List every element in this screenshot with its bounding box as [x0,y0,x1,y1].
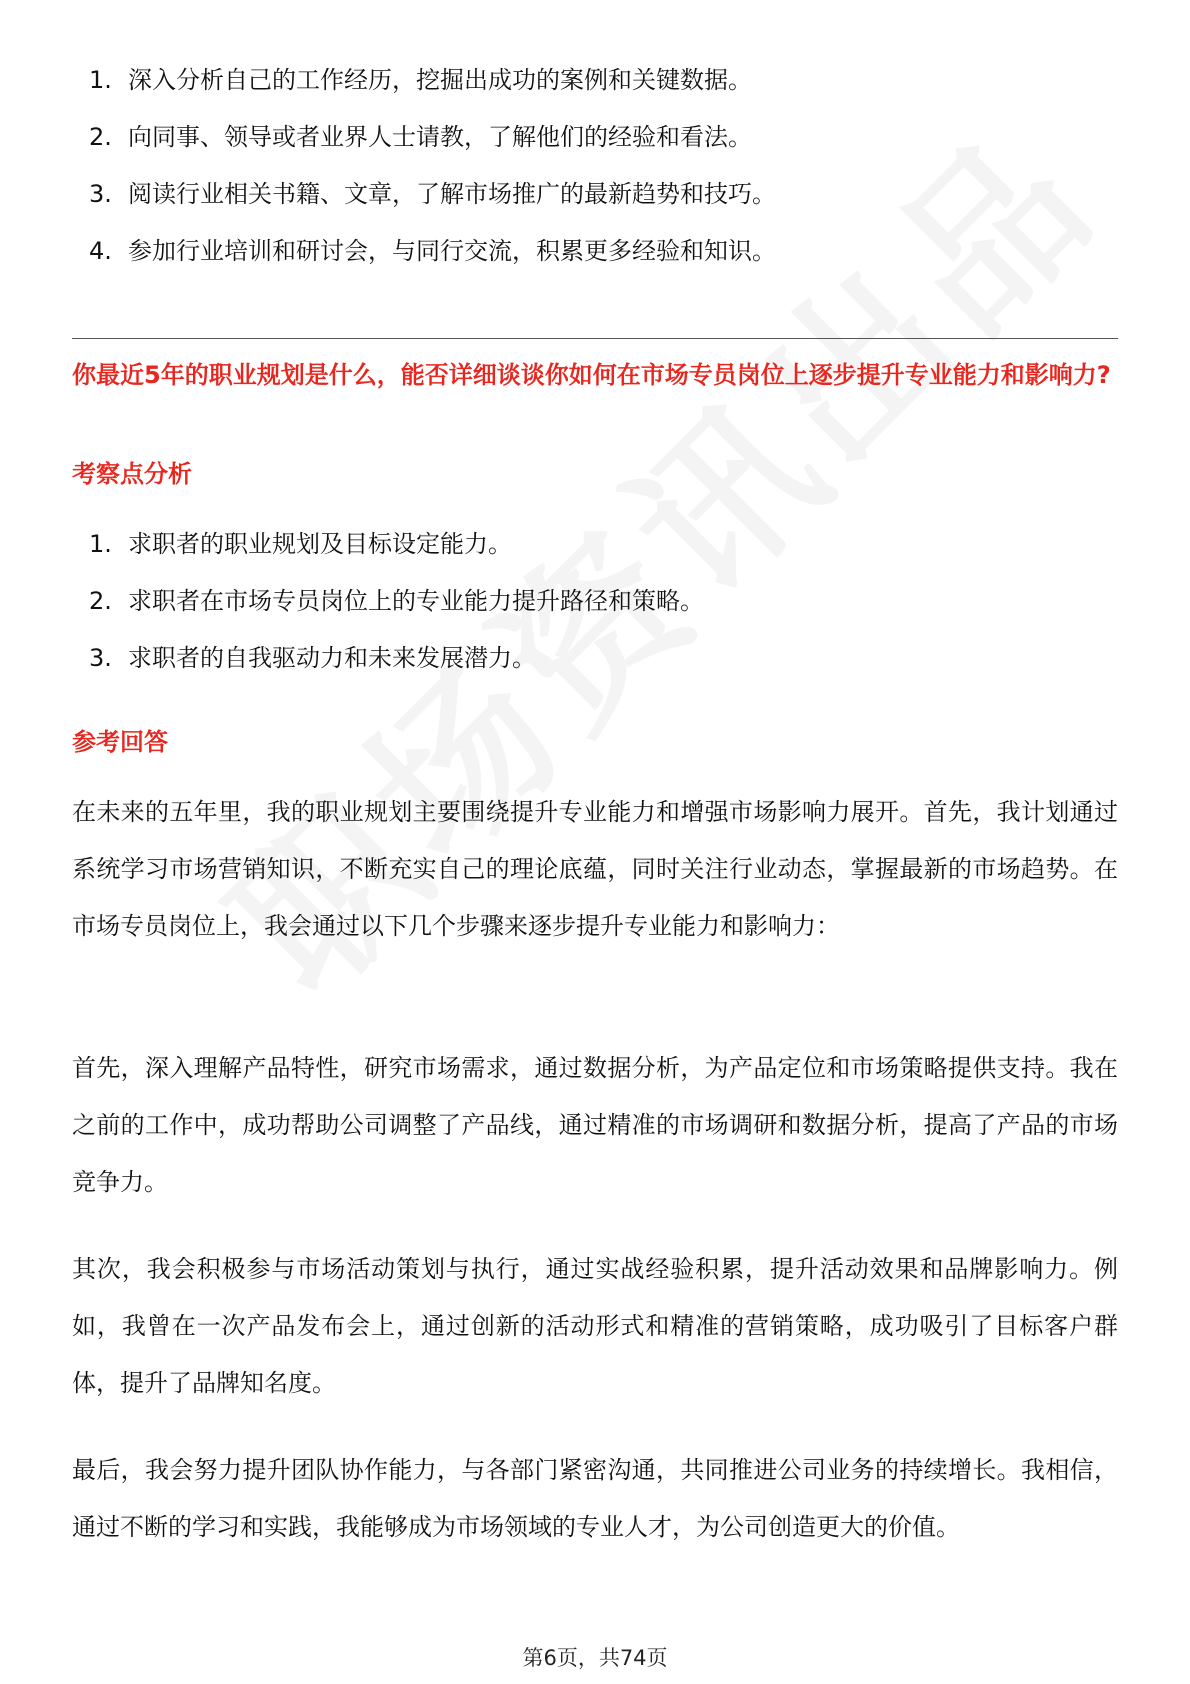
list-item-text: 求职者在市场专员岗位上的专业能力提升路径和策略。 [128,587,704,615]
list-item-text: 深入分析自己的工作经历，挖掘出成功的案例和关键数据。 [128,66,752,94]
list-item [72,630,1112,687]
answer-paragraph: 首先，深入理解产品特性，研究市场需求，通过数据分析，为产品定位和市场策略提供支持。我在之前的工作中，成功帮助公司调整了产品线，通过精准的市场调研和数据分析，提高了产品的市场竞争力。 [72,1054,1118,1196]
list-item-number: 2. [89,123,112,151]
answer-paragraph: 其次，我会积极参与市场活动策划与执行，通过实战经验积累，提升活动效果和品牌影响力。例如，我曾在一次产品发布会上，通过创新的活动形式和精准的营销策略，成功吸引了目标客户群体，提升了品牌知名度。 [72,1255,1118,1397]
list-item-number: 1. [89,530,112,558]
page-number: 第6页，共74页 [522,1646,668,1670]
interview-question: 你最近5年的职业规划是什么，能否详细谈谈你如何在市场专员岗位上逐步提升专业能力和影响力? [72,361,1111,389]
list-item [72,223,1112,280]
analysis-list [72,516,1112,687]
list-item-number: 3. [89,644,112,672]
list-item-number: 2. [89,587,112,615]
section-divider [72,338,1118,339]
list-item-number: 1. [89,66,112,94]
list-item-text: 阅读行业相关书籍、文章，了解市场推广的最新趋势和技巧。 [128,180,776,208]
list-item-number: 3. [89,180,112,208]
list-item [72,573,1112,630]
list-item-text: 参加行业培训和研讨会，与同行交流，积累更多经验和知识。 [128,237,776,265]
list-item [72,109,1112,166]
list-item-text: 向同事、领导或者业界人士请教，了解他们的经验和看法。 [128,123,752,151]
list-item [72,52,1112,109]
answer-heading: 参考回答 [72,728,168,756]
analysis-heading: 考察点分析 [72,460,192,488]
answer-paragraph: 在未来的五年里，我的职业规划主要围绕提升专业能力和增强市场影响力展开。首先，我计划通过系统学习市场营销知识，不断充实自己的理论底蕴，同时关注行业动态，掌握最新的市场趋势。在市场专员岗位上，我会通过以下几个步骤来逐步提升专业能力和影响力： [72,798,1118,940]
list-item [72,166,1112,223]
list-item-text: 求职者的职业规划及目标设定能力。 [128,530,512,558]
answer-paragraph: 最后，我会努力提升团队协作能力，与各部门紧密沟通，共同推进公司业务的持续增长。我相信，通过不断的学习和实践，我能够成为市场领域的专业人才，为公司创造更大的价值。 [72,1456,1118,1541]
tips-list [72,52,1112,280]
list-item [72,516,1112,573]
list-item-text: 求职者的自我驱动力和未来发展潜力。 [128,644,536,672]
list-item-number: 4. [89,237,112,265]
